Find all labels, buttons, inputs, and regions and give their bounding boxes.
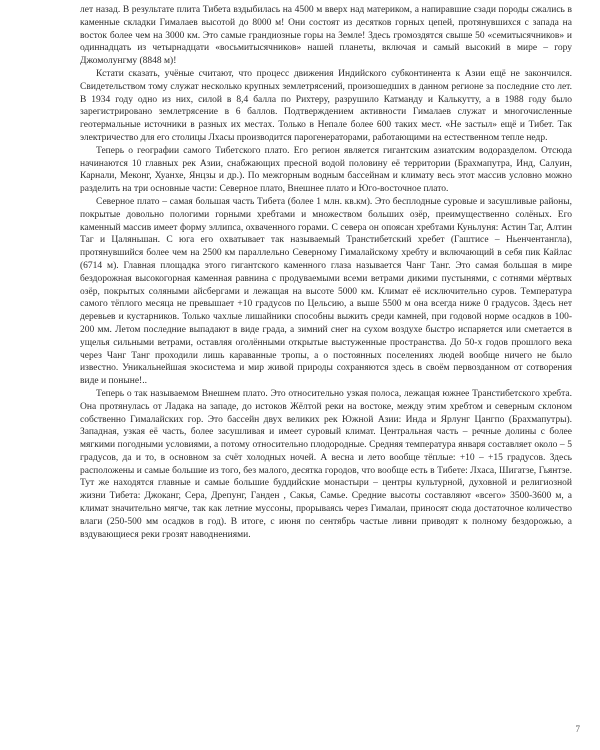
- paragraph-3: Теперь о географии самого Тибетского плато. Его регион является гигантским азиатским водоразделом. Отсюда начинаются 10 главных рек Азии, снабжающих пресной водой половину её территории (Брахмапутра, Инд, Салуин, Карнали, Меконг, Хуанхе, Янцзы и др.). По межгорным водным бассейнам и климату весь этот массив условно можно разделить на три основные части: Северное плато, Внешнее плато и Юго-восточное плато.: [80, 145, 572, 195]
- paragraph-1: лет назад. В результате плита Тибета вздыбилась на 4500 м вверх над материком, а напиравшие сзади породы сжались в каменные складки Гималаев высотой до 8000 м! Они состоят из десятков горных цепей, протянувшихся с запада на восток более чем на 3000 км. Это самые грандиозные горы на Земле! Здесь громоздятся свыше 50 «семитысячников» и одиннадцать из четырнадцати «восьмитысячников» нашей планеты, включая и самый высокий в мире – гору Джомолунгму (8848 м)!: [80, 5, 572, 67]
- paragraph-5: Теперь о так называемом Внешнем плато. Это относительно узкая полоса, лежащая южнее Транстибетского хребта. Она протянулась от Ладака на западе, до истоков Жёлтой реки на востоке, между этим хребтом и северным склоном собственно Гималайских гор. Это бассейн двух великих рек Южной Азии: Инда и Ярлунг Цангпо (Брахмапутры). Западная, узкая её часть, более засушливая и имеет суровый климат. Центральная часть – речные долины с более мягкими погодными условиями, а потому относительно плодородные. Средняя температура января составляет около – 5 градусов, да и то, в основном за счёт холодных ночей. А весна и лето вообще тёплые: +10 – +15 градусов. Здесь расположены и самые большие из того, без малого, десятка городов, что вообще есть в Тибете: Лхаса, Шигатзе, Гьянтзе. Тут же находятся главные и самые большие буддийские монастыри – центры культурной, духовной и религиозной жизни Тибета: Джоканг, Сера, Дрепунг, Ганден , Сакья, Самье. Средние высоты составляют «всего» 3500-3600 м, а климат значительно мягче, так как летние муссоны, прорываясь через Гималаи, приносят сюда достаточное количество влаги (250-500 мм осадков в год). В итоге, с июня по сентябрь частые ливни приводят к полному бездорожью, а вздувающиеся реки грозят наводнениями.: [80, 388, 572, 540]
- page-number: 7: [575, 724, 580, 735]
- paragraph-2: Кстати сказать, учёные считают, что процесс движения Индийского субконтинента к Азии ещё не закончился. Свидетельством тому служат несколько крупных землетрясений, произошедших в данном регионе за последние сто лет. В 1934 году одно из них, силой в 8,4 балла по Рихтеру, разрушило Катманду и Калькутту, а в 1988 году было зарегистрировано землетрясение в 6 баллов. Подтверждением активности Гималаев служат и многочисленные геотермальные источники в разных их местах. Только в Непале более 600 таких мест. «Не застыл» ещё и Тибет. Так электричество для его столицы Лхасы производится парогенераторами, работающими на естественном тепле недр.: [80, 68, 572, 143]
- paragraph-4: Северное плато – самая большая часть Тибета (более 1 млн. кв.км). Это бесплодные суровые и засушливые районы, покрытые довольно пологими горными хребтами и множеством больших озёр, преимущественно солёных. Его каменный массив имеет форму эллипса, охваченного горами. С севера он опоясан хребтами Куньлуня: Астин Таг, Алтин Таг и Цаляньшан. С юга его охватывает так называемый Транстибетский хребет (Гаштисе – Ньенчентангла), протянувшийся более чем на 2500 км параллельно Северному Гималайскому хребту и включающий в себя пик Кайлас (6714 м). Главная площадка этого гигантского каменного глаза называется Чанг Танг. Это самая большая в мире бездорожная высокогорная каменная равнина с продуваемыми всеми ветрами дикими пустынями, с сотнями мёртвых озёр, покрытых соляными айсбергами и лежащая на высоте 5000 км. Климат её исключительно суров. Температура самого тёплого месяца не превышает +10 градусов по Цельсию, а выше 5500 м она всегда ниже 0 градусов. Здесь нет деревьев и кустарников. Только чахлые лишайники способны выжить среди камней, при годовой норме осадков в 100-200 мм. Летом последние выпадают в виде града, а зимний снег на сухом воздухе быстро испаряется или сметается в ущелья сильными ветрами, оставляя оголёнными открытые выстуженные пространства. До 50-х годов прошлого века через Чанг Танг проходили лишь караванные тропы, а о постоянных поселениях людей вообще ничего не было известно. Уникальнейшая экосистема и мир живой природы сохраняются здесь в своём первозданном от сотворения виде и поныне!..: [80, 196, 572, 387]
